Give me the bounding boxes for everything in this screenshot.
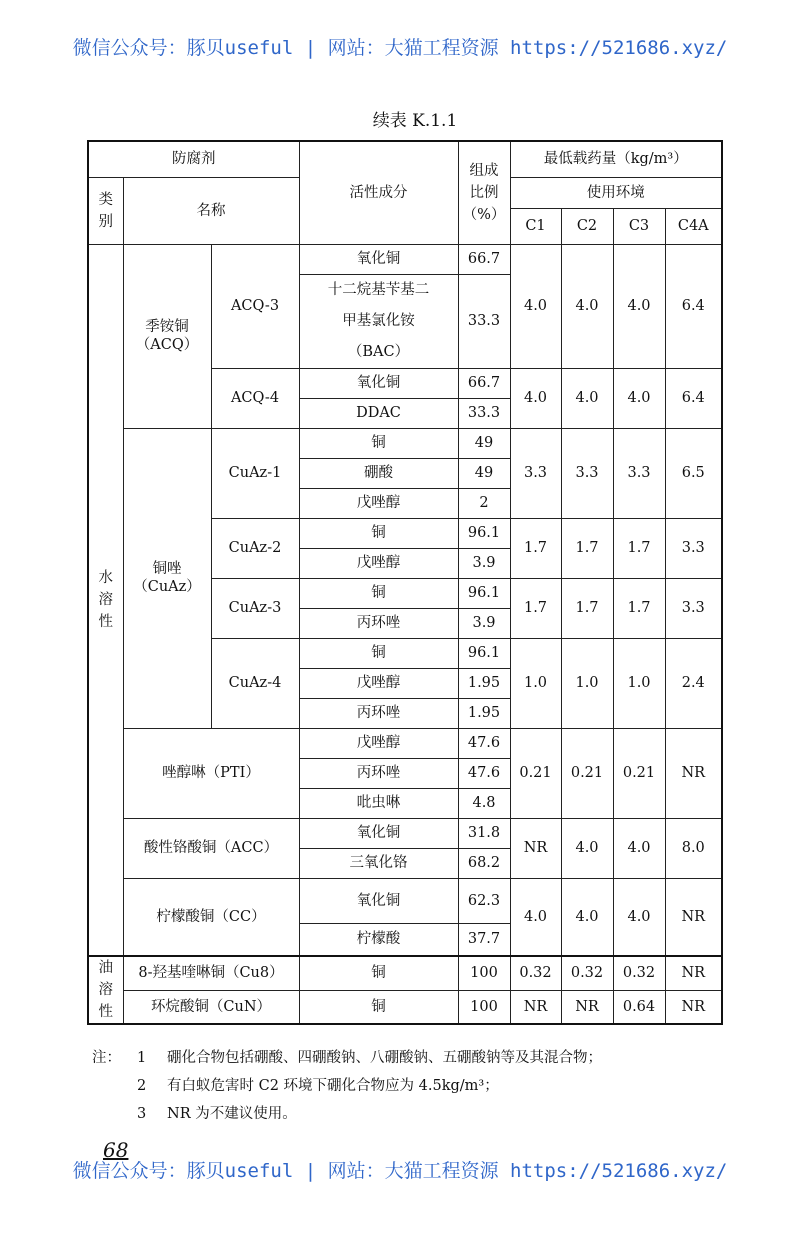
header-env-c1: C1 xyxy=(510,208,561,244)
ingredient-cell: 吡虫啉 xyxy=(299,788,458,818)
header-env-c2: C2 xyxy=(561,208,613,244)
table-row xyxy=(88,878,722,923)
product-name-cell: 季铵铜 （ACQ） xyxy=(123,244,211,428)
product-name-cell: 8-羟基喹啉铜（Cu8） xyxy=(123,956,299,990)
ingredient-cell: 铜 xyxy=(299,518,458,548)
header-name: 名称 xyxy=(123,177,299,244)
ratio-cell: 37.7 xyxy=(458,923,510,956)
load-c2-cell: 3.3 xyxy=(561,428,613,518)
ratio-cell: 47.6 xyxy=(458,728,510,758)
load-c4a-cell: 8.0 xyxy=(665,818,722,878)
load-c2-cell: 0.21 xyxy=(561,728,613,818)
notes-label: 注： xyxy=(92,1050,121,1066)
ingredient-cell: 柠檬酸 xyxy=(299,923,458,956)
ingredient-cell: 戊唑醇 xyxy=(299,548,458,578)
load-c2-cell: 4.0 xyxy=(561,878,613,956)
ratio-cell: 100 xyxy=(458,956,510,990)
ratio-cell: 66.7 xyxy=(458,244,510,274)
ratio-cell: 49 xyxy=(458,428,510,458)
table-row xyxy=(88,990,722,1024)
load-c3-cell: 1.7 xyxy=(613,578,665,638)
load-c4a-cell: NR xyxy=(665,956,722,990)
load-c3-cell: 0.64 xyxy=(613,990,665,1024)
load-c3-cell: 1.0 xyxy=(613,638,665,728)
load-c1-cell: 0.32 xyxy=(510,956,561,990)
load-c1-cell: 0.21 xyxy=(510,728,561,818)
load-c4a-cell: 6.4 xyxy=(665,244,722,368)
note-number: 1 xyxy=(137,1050,147,1066)
ratio-cell: 96.1 xyxy=(458,638,510,668)
category-cell: 水 溶 性 xyxy=(88,244,123,956)
ratio-cell: 96.1 xyxy=(458,518,510,548)
ingredient-cell: 丙环唑 xyxy=(299,698,458,728)
header-preservative: 防腐剂 xyxy=(88,141,299,177)
product-name-cell: 柠檬酸铜（CC） xyxy=(123,878,299,956)
load-c1-cell: 4.0 xyxy=(510,878,561,956)
load-c2-cell: 1.0 xyxy=(561,638,613,728)
page-number: 68 xyxy=(103,1138,129,1162)
ratio-cell: 100 xyxy=(458,990,510,1024)
ingredient-cell: 铜 xyxy=(299,638,458,668)
ratio-cell: 47.6 xyxy=(458,758,510,788)
ingredient-cell: 丙环唑 xyxy=(299,758,458,788)
ingredient-cell: 氧化铜 xyxy=(299,244,458,274)
ratio-cell: 66.7 xyxy=(458,368,510,398)
load-c2-cell: NR xyxy=(561,990,613,1024)
note-text: NR 为不建议使用。 xyxy=(167,1106,297,1122)
load-c3-cell: 0.32 xyxy=(613,956,665,990)
table-row xyxy=(88,428,722,458)
table-row xyxy=(88,956,722,990)
ratio-cell: 1.95 xyxy=(458,698,510,728)
ingredient-cell: 铜 xyxy=(299,428,458,458)
ingredient-cell: 戊唑醇 xyxy=(299,488,458,518)
load-c3-cell: 1.7 xyxy=(613,518,665,578)
load-c2-cell: 1.7 xyxy=(561,578,613,638)
product-name-cell: 唑醇啉（PTI） xyxy=(123,728,299,818)
notes xyxy=(92,1044,602,1128)
load-c4a-cell: NR xyxy=(665,728,722,818)
watermark-bottom: 微信公众号：豚贝useful | 网站：大猫工程资源 https://521686.xyz/ xyxy=(72,1160,728,1182)
ingredient-cell: 铜 xyxy=(299,578,458,608)
header-env-c3: C3 xyxy=(613,208,665,244)
ingredient-cell: 戊唑醇 xyxy=(299,668,458,698)
note-number: 2 xyxy=(137,1078,147,1094)
preservative-load-table xyxy=(87,140,723,1025)
load-c3-cell: 4.0 xyxy=(613,818,665,878)
load-c4a-cell: 3.3 xyxy=(665,518,722,578)
ratio-cell: 3.9 xyxy=(458,608,510,638)
load-c1-cell: 1.7 xyxy=(510,578,561,638)
load-c1-cell: NR xyxy=(510,818,561,878)
ingredient-cell: 三氧化铬 xyxy=(299,848,458,878)
variant-name-cell: CuAz-4 xyxy=(211,638,299,728)
variant-name-cell: ACQ-3 xyxy=(211,244,299,368)
product-name-cell: 酸性铬酸铜（ACC） xyxy=(123,818,299,878)
variant-name-cell: ACQ-4 xyxy=(211,368,299,428)
ratio-cell: 4.8 xyxy=(458,788,510,818)
ratio-cell: 2 xyxy=(458,488,510,518)
note-text: 硼化合物包括硼酸、四硼酸钠、八硼酸钠、五硼酸钠等及其混合物； xyxy=(167,1050,602,1066)
load-c1-cell: 1.0 xyxy=(510,638,561,728)
ingredient-cell: 丙环唑 xyxy=(299,608,458,638)
load-c2-cell: 4.0 xyxy=(561,818,613,878)
table-body xyxy=(88,244,722,1024)
ratio-cell: 33.3 xyxy=(458,398,510,428)
ratio-cell: 33.3 xyxy=(458,274,510,368)
load-c1-cell: 4.0 xyxy=(510,368,561,428)
ratio-cell: 96.1 xyxy=(458,578,510,608)
load-c2-cell: 4.0 xyxy=(561,244,613,368)
watermark-top: 微信公众号：豚贝useful | 网站：大猫工程资源 https://521686.xyz/ xyxy=(72,37,728,59)
load-c2-cell: 1.7 xyxy=(561,518,613,578)
header-min-load: 最低载药量（kg/m³） xyxy=(510,141,722,177)
header-category: 类 别 xyxy=(88,177,123,244)
table-row xyxy=(88,244,722,274)
load-c4a-cell: 6.4 xyxy=(665,368,722,428)
ingredient-cell: 戊唑醇 xyxy=(299,728,458,758)
ratio-cell: 31.8 xyxy=(458,818,510,848)
ratio-cell: 49 xyxy=(458,458,510,488)
ratio-cell: 62.3 xyxy=(458,878,510,923)
load-c3-cell: 4.0 xyxy=(613,878,665,956)
variant-name-cell: CuAz-3 xyxy=(211,578,299,638)
load-c4a-cell: 6.5 xyxy=(665,428,722,518)
table-row xyxy=(88,728,722,758)
ratio-cell: 68.2 xyxy=(458,848,510,878)
load-c4a-cell: NR xyxy=(665,878,722,956)
load-c3-cell: 3.3 xyxy=(613,428,665,518)
load-c3-cell: 4.0 xyxy=(613,244,665,368)
ingredient-cell: 氧化铜 xyxy=(299,878,458,923)
table-title: 续表 K.1.1 xyxy=(372,111,458,131)
ingredient-cell: 铜 xyxy=(299,990,458,1024)
ingredient-cell: 铜 xyxy=(299,956,458,990)
load-c1-cell: 1.7 xyxy=(510,518,561,578)
load-c2-cell: 4.0 xyxy=(561,368,613,428)
ingredient-cell: 氧化铜 xyxy=(299,818,458,848)
variant-name-cell: CuAz-1 xyxy=(211,428,299,518)
header-active-ingredient: 活性成分 xyxy=(299,141,458,244)
load-c2-cell: 0.32 xyxy=(561,956,613,990)
product-name-cell: 铜唑 （CuAz） xyxy=(123,428,211,728)
ratio-cell: 3.9 xyxy=(458,548,510,578)
load-c4a-cell: 3.3 xyxy=(665,578,722,638)
load-c4a-cell: NR xyxy=(665,990,722,1024)
load-c1-cell: 4.0 xyxy=(510,244,561,368)
note-text: 有白蚁危害时 C2 环境下硼化合物应为 4.5kg/m³； xyxy=(167,1078,499,1094)
variant-name-cell: CuAz-2 xyxy=(211,518,299,578)
category-cell: 油 溶 性 xyxy=(88,956,123,1024)
ingredient-cell: 氧化铜 xyxy=(299,368,458,398)
note-number: 3 xyxy=(137,1106,147,1122)
table-row xyxy=(88,818,722,848)
product-name-cell: 环烷酸铜（CuN） xyxy=(123,990,299,1024)
load-c1-cell: NR xyxy=(510,990,561,1024)
load-c3-cell: 0.21 xyxy=(613,728,665,818)
load-c3-cell: 4.0 xyxy=(613,368,665,428)
ingredient-cell: DDAC xyxy=(299,398,458,428)
header-environment: 使用环境 xyxy=(510,177,722,208)
header-env-c4a: C4A xyxy=(665,208,722,244)
header-ratio: 组成 比例 （%） xyxy=(458,141,510,244)
ingredient-cell: 十二烷基苄基二 甲基氯化铵 （BAC） xyxy=(299,274,458,368)
load-c4a-cell: 2.4 xyxy=(665,638,722,728)
ratio-cell: 1.95 xyxy=(458,668,510,698)
ingredient-cell: 硼酸 xyxy=(299,458,458,488)
load-c1-cell: 3.3 xyxy=(510,428,561,518)
